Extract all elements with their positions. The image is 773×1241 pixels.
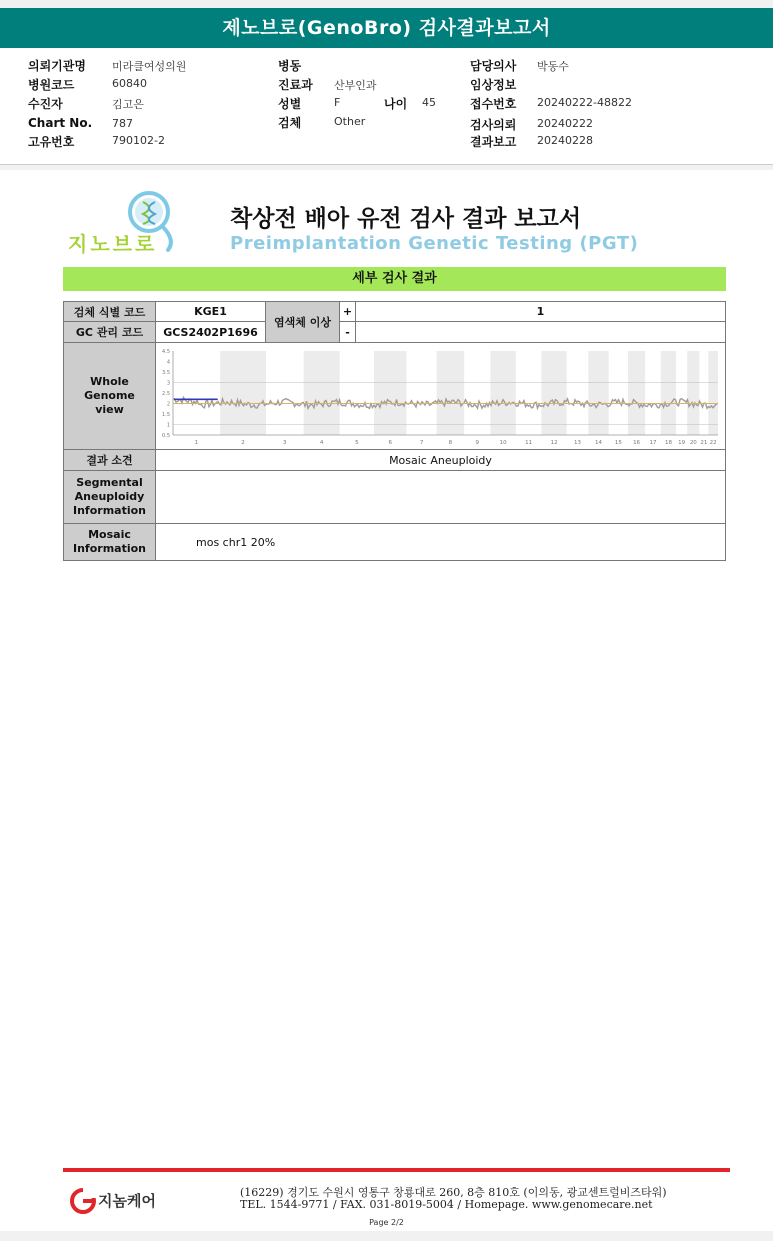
info-label-receipt-no: 접수번호	[470, 97, 517, 111]
chromosome-band	[588, 351, 608, 435]
x-tick-label: 7	[419, 440, 424, 446]
mosaic-info-label: Mosaic Information	[63, 523, 156, 561]
info-value-age: 45	[422, 96, 436, 109]
footer-company-name: 지놈케어	[98, 1192, 156, 1210]
info-label-report-date: 결과보고	[470, 135, 517, 149]
report-header-title: 제노브로(GenoBro) 검사결과보고서	[0, 8, 773, 48]
whole-genome-chart-cell	[155, 342, 726, 450]
chromosome-band	[374, 351, 406, 435]
specimen-id-value: KGE1	[155, 301, 266, 322]
info-label-unique-no: 고유번호	[28, 135, 75, 149]
info-value-doctor: 박동수	[537, 60, 569, 73]
info-value-hospital-code: 60840	[112, 77, 147, 90]
x-tick-label: 3	[283, 440, 287, 446]
x-tick-label: 16	[633, 440, 641, 446]
x-tick-label: 20	[689, 440, 697, 446]
chromosome-band	[304, 351, 340, 435]
info-label-clinical-info: 임상정보	[470, 78, 517, 92]
genomecare-logo-icon	[68, 1186, 98, 1216]
info-value-request-date: 20240222	[537, 117, 593, 130]
chromosome-band	[687, 351, 699, 435]
mosaic-info-value: mos chr1 20%	[155, 523, 726, 561]
y-tick-label: 2.5	[162, 391, 170, 397]
info-label-chart-no: Chart No.	[28, 116, 93, 130]
info-value-chart-no: 787	[112, 117, 133, 130]
chromosome-band	[490, 351, 515, 435]
info-label-sex: 성별	[278, 97, 302, 111]
info-label-hospital-code: 병원코드	[28, 78, 75, 92]
info-label-specimen: 검체	[278, 116, 302, 130]
x-tick-label: 9	[475, 440, 480, 446]
x-tick-label: 4	[319, 440, 324, 446]
x-tick-label: 21	[700, 440, 708, 446]
y-tick-label: 4	[166, 359, 170, 366]
info-value-report-date: 20240228	[537, 134, 593, 147]
chromosome-band	[661, 351, 676, 435]
report-subtitle: Preimplantation Genetic Testing (PGT)	[230, 233, 639, 254]
footer-address: (16229) 경기도 수원시 영통구 창룡대로 260, 8층 810호 (이의동, 광교센트럴비즈타워)	[240, 1186, 667, 1199]
info-value-sex: F	[334, 96, 341, 109]
info-label-ward: 병동	[278, 59, 302, 73]
footer-contact: TEL. 1544-9771 / FAX. 031-8019-5004 / Homepage. www.genomecare.net	[240, 1198, 653, 1211]
result-value: Mosaic Aneuploidy	[155, 449, 726, 471]
chromosome-band	[628, 351, 645, 435]
segmental-aneuploidy-value	[155, 470, 726, 524]
y-tick-label: 2	[166, 401, 170, 408]
info-label-doctor: 담당의사	[470, 59, 517, 73]
abnormality-plus-sign: +	[339, 301, 356, 322]
segmental-aneuploidy-label: Segmental Aneuploidy Information	[63, 470, 156, 524]
info-value-institution: 미라클여성의원	[112, 60, 187, 73]
x-tick-label: 18	[664, 440, 672, 446]
y-tick-label: 4.5	[162, 349, 170, 355]
gc-code-value: GCS2402P1696	[155, 321, 266, 343]
x-tick-label: 17	[649, 440, 657, 446]
specimen-id-label: 검체 식별 코드	[63, 301, 156, 322]
chromosome-band	[437, 351, 465, 435]
chromosome-band	[541, 351, 566, 435]
x-tick-label: 10	[499, 440, 507, 446]
x-tick-label: 2	[241, 440, 245, 446]
x-tick-label: 14	[595, 440, 603, 446]
info-label-age: 나이	[384, 97, 408, 111]
info-label-patient: 수진자	[28, 97, 63, 111]
info-label-department: 진료과	[278, 78, 313, 92]
page-number: Page 2/2	[369, 1218, 404, 1227]
report-title: 착상전 배아 유전 검사 결과 보고서	[230, 206, 582, 232]
info-value-receipt-no: 20240222-48822	[537, 96, 632, 109]
info-value-department: 산부인과	[334, 79, 377, 92]
x-tick-label: 15	[614, 440, 622, 446]
chromosome-band	[708, 351, 718, 435]
info-label-institution: 의뢰기관명	[28, 59, 86, 73]
chromosome-band	[220, 351, 266, 435]
x-tick-label: 1	[194, 440, 199, 446]
x-tick-label: 12	[550, 440, 558, 446]
abnormality-minus-sign: -	[339, 321, 356, 343]
gc-code-label: GC 관리 코드	[63, 321, 156, 343]
result-label: 결과 소견	[63, 449, 156, 471]
abnormality-minus-value	[355, 321, 726, 343]
info-value-unique-no: 790102-2	[112, 134, 165, 147]
x-tick-label: 22	[709, 440, 717, 446]
chromosome-abnormality-label: 염색체 이상	[265, 301, 340, 343]
x-tick-label: 11	[525, 440, 533, 446]
x-tick-label: 5	[355, 440, 359, 446]
y-tick-label: 0.5	[162, 433, 170, 439]
info-value-specimen: Other	[334, 115, 366, 128]
patient-info-section	[0, 48, 773, 165]
report-page	[0, 170, 773, 1231]
x-tick-label: 19	[678, 440, 686, 446]
x-tick-label: 8	[448, 440, 453, 446]
info-value-patient: 김고은	[112, 98, 144, 111]
y-tick-label: 3	[166, 380, 170, 387]
x-tick-label: 13	[574, 440, 582, 446]
section-title: 세부 검사 결과	[63, 267, 726, 291]
genobro-logo	[64, 190, 194, 254]
abnormality-plus-value: 1	[355, 301, 726, 322]
whole-genome-chart	[156, 343, 725, 449]
logo-text: 지노브로	[68, 232, 158, 256]
footer-divider	[63, 1168, 730, 1172]
y-tick-label: 3.5	[162, 370, 170, 376]
y-tick-label: 1	[166, 422, 170, 429]
y-tick-label: 1.5	[162, 412, 170, 418]
info-label-request-date: 검사의뢰	[470, 118, 517, 132]
whole-genome-label: Whole Genome view	[63, 342, 156, 450]
x-tick-label: 6	[388, 440, 393, 446]
